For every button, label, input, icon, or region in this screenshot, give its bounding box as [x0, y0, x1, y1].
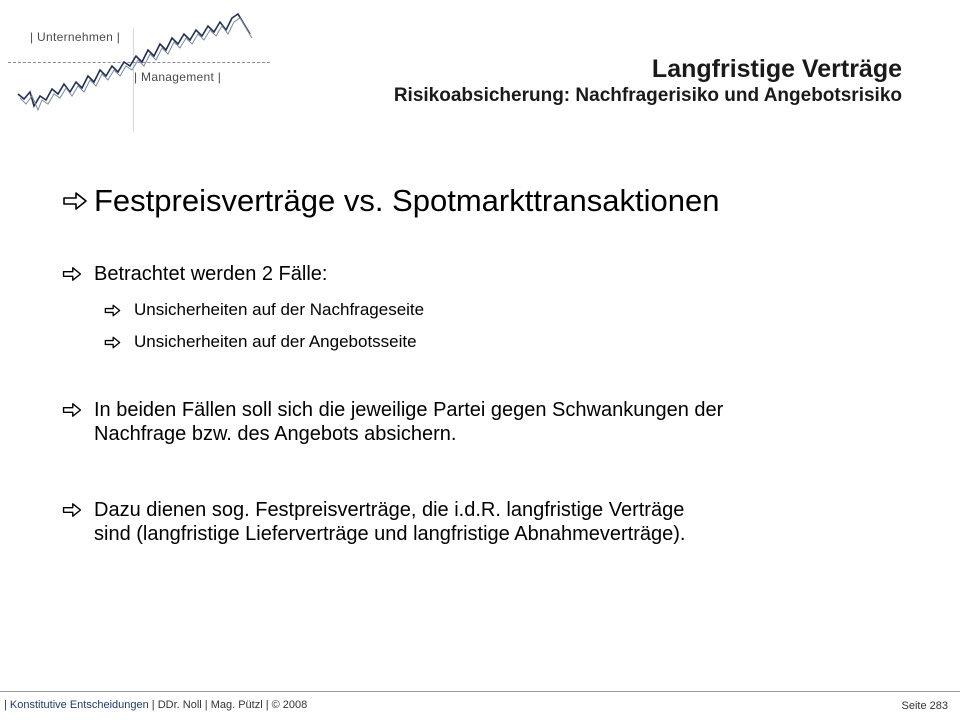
hollow-right-arrow-icon — [62, 398, 94, 422]
slide-header — [394, 54, 902, 108]
hollow-right-arrow-icon — [62, 262, 94, 286]
footer-prefix: | — [4, 699, 10, 711]
hollow-right-arrow-icon — [62, 498, 94, 522]
subitem-supply — [104, 332, 417, 352]
footer-course: Konstitutive Entscheidungen — [9, 699, 149, 711]
bullet-hedging-text — [94, 398, 723, 446]
stock-chart-icon — [12, 4, 262, 124]
bullet-cases-text: Betrachtet werden 2 Fälle: — [94, 263, 328, 285]
subitem-demand — [104, 300, 424, 320]
logo-label-unternehmen: | Unternehmen | — [30, 30, 121, 44]
bullet-fixed-price-line1: Dazu dienen sog. Festpreisverträge, die i.d.R. langfristige Verträge — [94, 499, 685, 521]
main-point-text: Festpreisverträge vs. Spotmarkttransaktionen — [94, 183, 720, 218]
bullet-fixed-price-text — [94, 498, 685, 546]
subitem-demand-text: Unsicherheiten auf der Nachfrageseite — [134, 300, 425, 319]
footer-authors: | DDr. Noll | Mag. Pützl | © 2008 — [148, 699, 308, 711]
bullet-cases — [62, 262, 952, 286]
slide-title: Langfristige Verträge — [651, 55, 902, 83]
hollow-right-arrow-icon — [62, 182, 94, 220]
slide-subtitle: Risikoabsicherung: Nachfragerisiko und Angebotsrisiko — [393, 85, 902, 106]
logo-label-management: | Management | — [134, 70, 222, 84]
bullet-hedging — [62, 398, 952, 446]
subitem-supply-text: Unsicherheiten auf der Angebotsseite — [134, 332, 417, 351]
main-point — [62, 182, 719, 220]
footer-credits — [4, 699, 307, 711]
hollow-right-arrow-icon — [104, 300, 134, 320]
footer-divider — [0, 691, 960, 692]
bullet-fixed-price — [62, 498, 952, 546]
bullet-hedging-line2: Nachfrage bzw. des Angebots absichern. — [94, 423, 457, 445]
hollow-right-arrow-icon — [104, 332, 134, 352]
bullet-fixed-price-line2: sind (langfristige Lieferverträge und langfristige Abnahmeverträge). — [94, 523, 686, 545]
bullet-hedging-line1: In beiden Fällen soll sich die jeweilige Partei gegen Schwankungen der — [94, 399, 724, 421]
page-number: Seite 283 — [901, 700, 948, 712]
